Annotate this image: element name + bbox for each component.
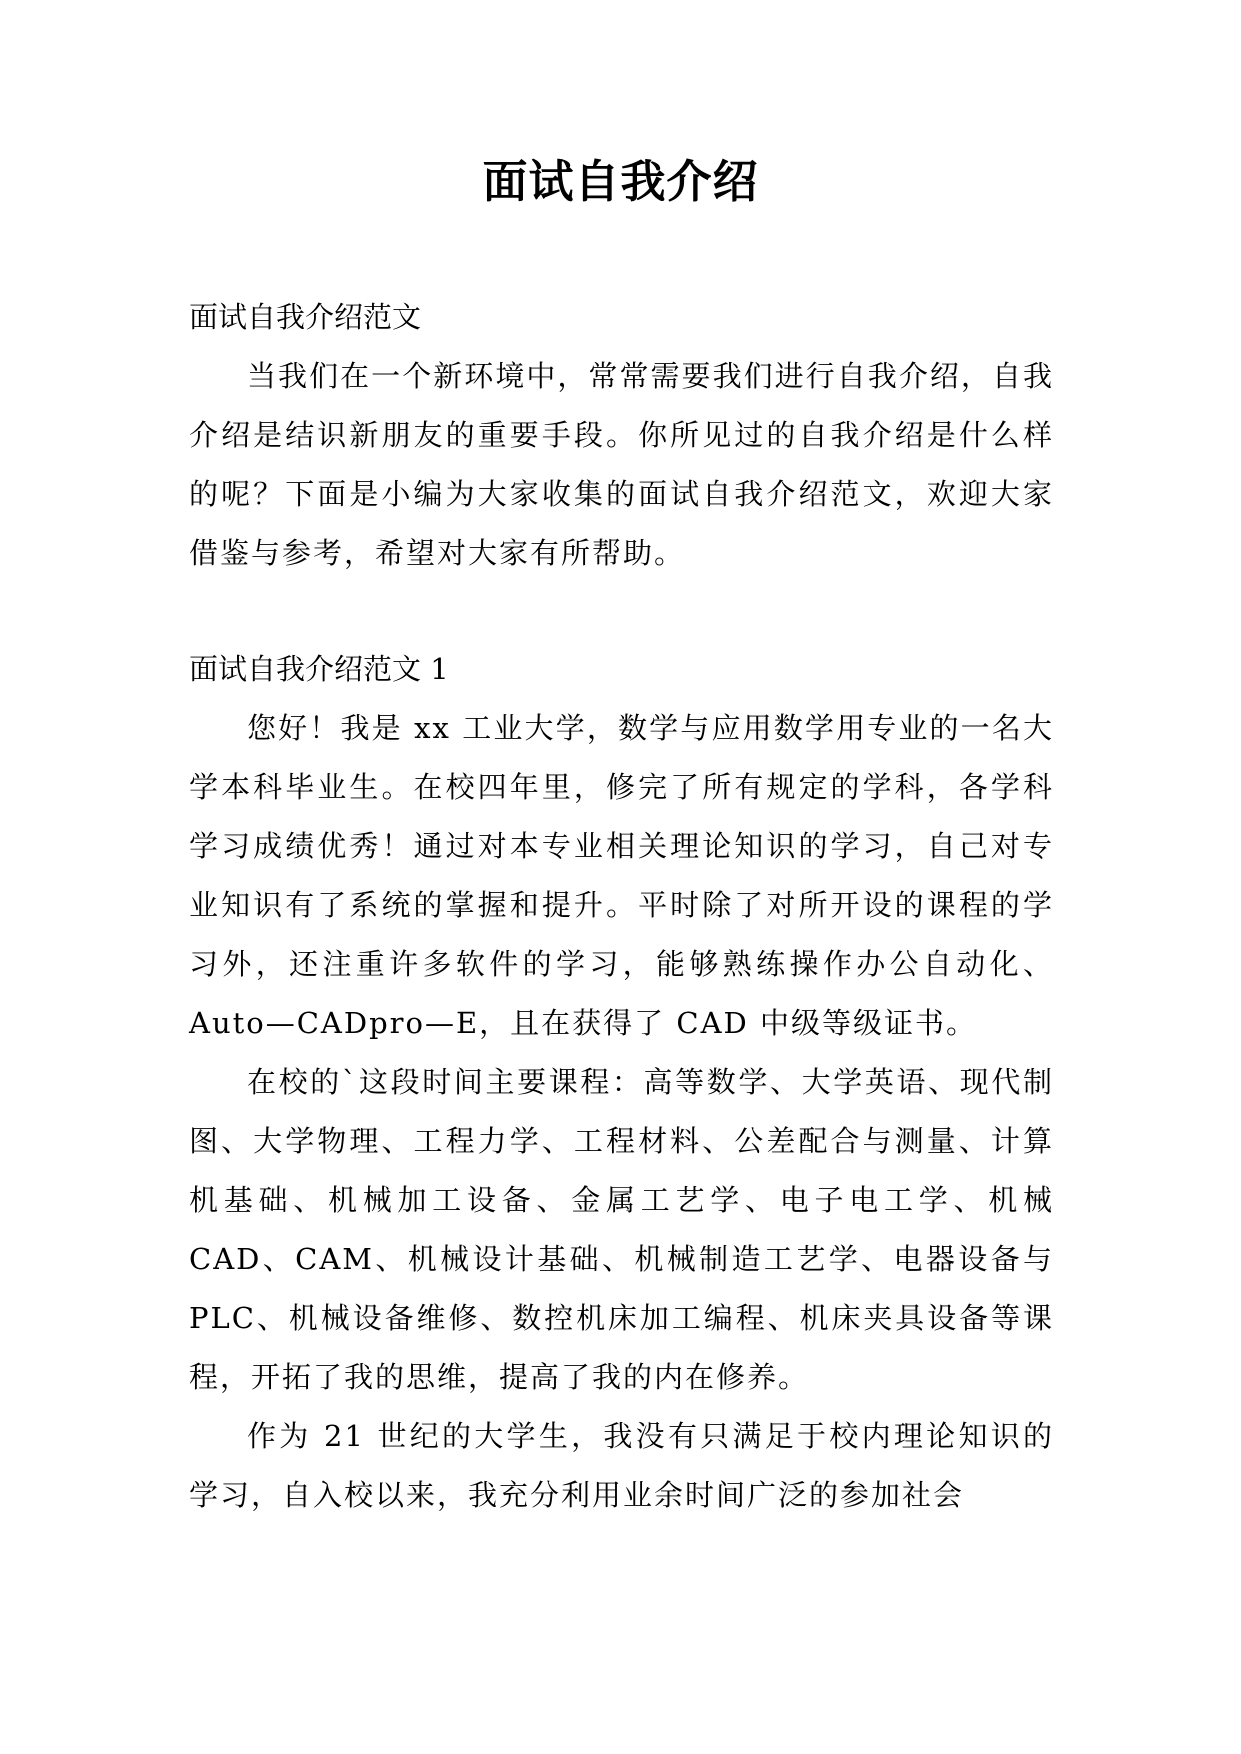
section-heading-sample-1: 面试自我介绍范文 1 [189,652,449,686]
document-title: 面试自我介绍 [482,155,759,208]
section-spacer [189,583,1054,640]
paragraph-intro: 当我们在一个新环境中，常常需要我们进行自我介绍，自我介绍是结识新朋友的重要手段。你所见过的自我介绍是什么样的呢？下面是小编为大家收集的面试自我介绍范文，欢迎大家借鉴与参考，希望对大家有所帮助。 [189,359,1054,570]
document-body [189,288,1054,1525]
paragraph-sample-1-b: 在校的`这段时间主要课程：高等数学、大学英语、现代制图、大学物理、工程力学、工程材料、公差配合与测量、计算机基础、机械加工设备、金属工艺学、电子电工学、机械 CAD、CAM、机械设计基础、机械制造工艺学、电器设备与 PLC、机械设备维修、数控机床加工编程、机床夹具设备等课程，开拓了我的思维，提高了我的内在修养。 [189,1065,1054,1394]
paragraph-sample-1-a: 您好！我是 xx 工业大学，数学与应用数学用专业的一名大学本科毕业生。在校四年里，修完了所有规定的学科，各学科学习成绩优秀！通过对本专业相关理论知识的学习，自己对专业知识有了系统的掌握和提升。平时除了对所开设的课程的学习外，还注重许多软件的学习，能够熟练操作办公自动化、Auto—CADpro—E，且在获得了 CAD 中级等级证书。 [189,711,1054,1040]
paragraph-sample-1-c: 作为 21 世纪的大学生，我没有只满足于校内理论知识的学习，自入校以来，我充分利用业余时间广泛的参加社会 [189,1419,1054,1512]
section-heading-intro: 面试自我介绍范文 [189,300,422,334]
